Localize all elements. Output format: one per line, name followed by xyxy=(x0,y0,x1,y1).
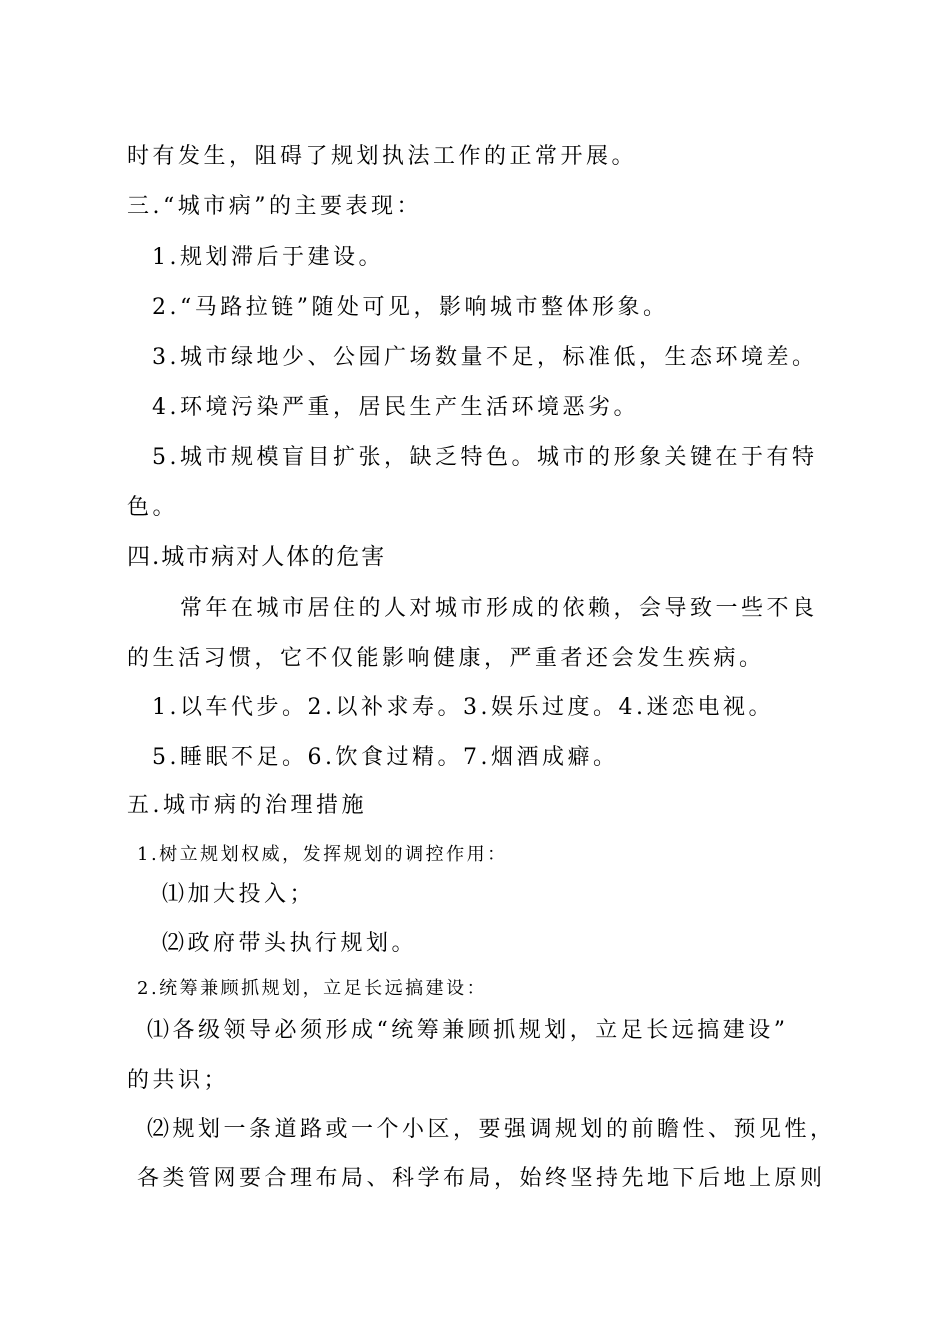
list-item: 2.“马路拉链”随处可见，影响城市整体形象。 xyxy=(152,295,669,320)
text-line: 时有发生，阻碍了规划执法工作的正常开展。 xyxy=(127,144,638,169)
text-line: 各类管网要合理布局、科学布局，始终坚持先地下后地上原则 xyxy=(137,1166,826,1191)
list-item: 3.城市绿地少、公园广场数量不足，标准低，生态环境差。 xyxy=(152,345,818,370)
list-item: ⑴各级领导必须形成“统筹兼顾抓规划，立足长远搞建设” xyxy=(147,1018,789,1043)
sub-heading: 2.统筹兼顾抓规划，立足长远搞建设： xyxy=(137,978,488,999)
section-heading: 三.“城市病”的主要表现： xyxy=(127,194,422,219)
list-item: 4.环境污染严重，居民生产生活环境恶劣。 xyxy=(152,395,639,420)
list-item: ⑴加大投入； xyxy=(162,882,316,907)
text-line: 的共识； xyxy=(127,1068,230,1093)
paragraph-line: 的生活习惯，它不仅能影响健康，严重者还会发生疾病。 xyxy=(127,646,765,671)
section-heading: 五.城市病的治理措施 xyxy=(127,793,367,818)
list-item: 5.城市规模盲目扩张，缺乏特色。城市的形象关键在于有特 xyxy=(152,445,818,470)
sub-heading: 1.树立规划权威，发挥规划的调控作用： xyxy=(137,844,508,865)
list-item: 1.以车代步。2.以补求寿。3.娱乐过度。4.迷恋电视。 xyxy=(152,695,774,720)
section-heading: 四.城市病对人体的危害 xyxy=(127,544,387,570)
paragraph-line: 常年在城市居住的人对城市形成的依赖，会导致一些不良 xyxy=(180,596,818,621)
list-item: 5.睡眠不足。6.饮食过精。7.烟酒成癖。 xyxy=(152,745,619,770)
text-line: 色。 xyxy=(127,495,179,520)
list-item: ⑵规划一条道路或一个小区，要强调规划的前瞻性、预见性， xyxy=(147,1117,836,1142)
list-item: ⑵政府带头执行规划。 xyxy=(162,931,418,956)
list-item: 1.规划滞后于建设。 xyxy=(152,245,384,270)
